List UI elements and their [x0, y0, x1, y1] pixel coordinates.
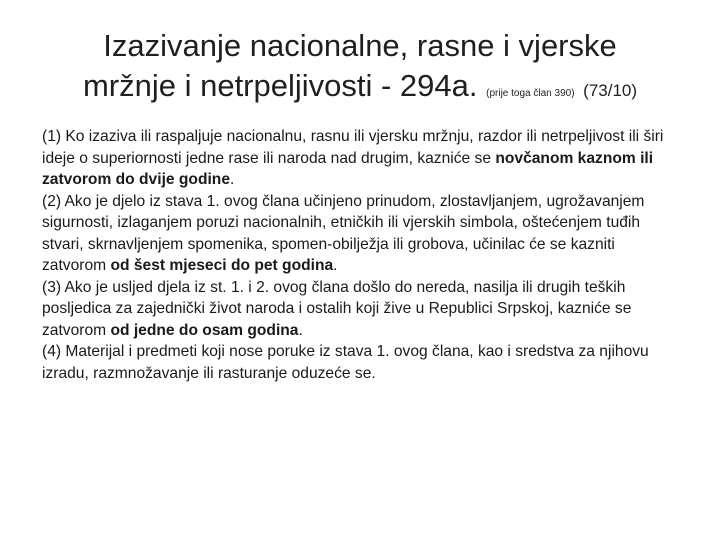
paragraph-tail: .: [333, 257, 338, 274]
slide-body: [42, 126, 682, 384]
title-line-1: Izazivanje nacionalne, rasne i vjerske: [103, 28, 617, 63]
paragraph-text: (4) Materijal i predmeti koji nose poruke iz stava 1. ovog člana, kao i sredstva za njihovu izradu, razmnožavanje ili rasturanje oduzeće se.: [42, 343, 649, 382]
paragraph-bold: od jedne do osam godina: [110, 321, 299, 339]
paragraph-tail: .: [230, 171, 235, 188]
paragraph-1: [42, 126, 682, 191]
title-line-2: [20, 66, 700, 114]
paragraph-4: [42, 341, 682, 384]
paragraph-bold: novčanom kaznom ili zatvorom do dvije godine: [42, 149, 654, 188]
paragraph-text: (3) Ako je usljed djela iz st. 1. i 2. ovog člana došlo do nereda, nasilja ili drugih teških posljedica za zajednički život naroda i ostalih koji žive u Republici Srpskoj, kazniće se zatvorom: [42, 278, 632, 339]
paragraph-text: (1) Ko izaziva ili raspaljuje nacionalnu, rasnu ili vjersku mržnju, razdor ili netrpeljivost ili širi ideje o superiornosti jedne rase ili naroda nad drugim, kazniće se: [42, 128, 664, 167]
paragraph-tail: .: [298, 321, 303, 339]
paragraph-3: [42, 277, 682, 342]
paragraph-bold: od šest mjeseci do pet godina: [110, 257, 334, 274]
title-main-text: mržnje i netrpeljivosti - 294a.: [82, 68, 478, 103]
title-note: (prije toga član 390): [486, 88, 575, 99]
slide-title: [20, 26, 700, 114]
paragraph-text: (2) Ako je djelo iz stava 1. ovog člana učinjeno prinudom, zlostavljanjem, ugrožavanjem sigurnosti, izlaganjem poruzi nacionalnih, etničkih ili vjerskih simbola, oštećenjem tuđih stvari, skrnavljenjem spomenika, spomen-obilježja ili grobova, učinilac će se kazniti zatvorom: [42, 192, 645, 274]
title-reference: (73/10): [583, 81, 638, 100]
paragraph-2: [42, 191, 682, 277]
